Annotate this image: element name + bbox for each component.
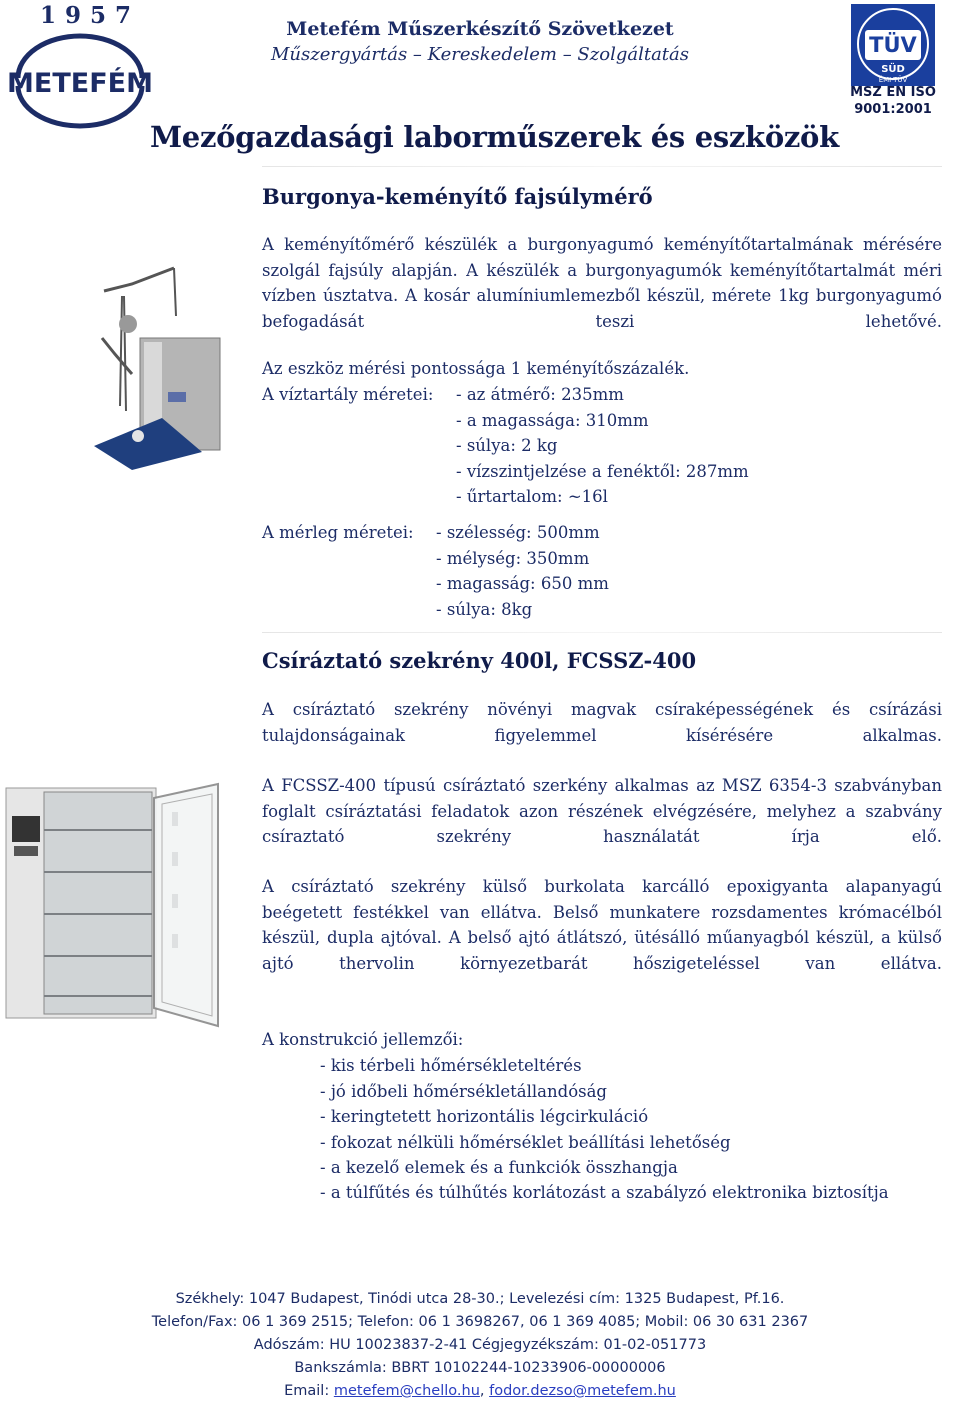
logo-year: 1957 [40, 2, 141, 29]
scale-spec: - mélység: 350mm [436, 548, 590, 568]
cert-line-2: 9001:2001 [854, 102, 932, 117]
scale-spec: - magasság: 650 mm [436, 574, 609, 593]
tank-spec: - a magassága: 310mm [456, 410, 649, 430]
footer-email-line [0, 1383, 960, 1399]
features-list [320, 1053, 731, 1181]
accuracy-text: Az eszköz mérési pontossága 1 keményítőszázalék. [262, 359, 690, 378]
feature-item: - a kezelő elemek és a funkciók összhangja [320, 1158, 678, 1177]
feature-item-last: - a túlfűtés és túlhűtés korlátozást a szabályzó elektronika biztosítja [320, 1183, 889, 1202]
section1-intro: A keményítőmérő készülék a burgonyagumó keményítőtartalmának mérésére szolgál fajsúly alapján. A készülék a burgonyagumók keményítőtartalmát méri vízben úsztatva. A kosár alumíniumlemezből készül, mérete 1kg burgonyagumó befogadását teszi lehetővé. [262, 235, 942, 331]
feature-item: - jó időbeli hőmérsékletállandóság [320, 1081, 607, 1101]
feature-item: - fokozat nélküli hőmérséklet beállítási lehetőség [320, 1132, 731, 1152]
feature-item: - kis térbeli hőmérsékleteltérés [320, 1056, 582, 1075]
footer-phone: Telefon/Fax: 06 1 369 2515; Telefon: 06 1 3698267, 06 1 369 4085; Mobil: 06 30 631 2367 [151, 1314, 809, 1330]
tank-spec: - űrtartalom: ~16l [456, 487, 608, 506]
divider [262, 632, 942, 633]
scale-specs-list [436, 520, 609, 622]
divider [262, 166, 942, 167]
scale-spec: - súlya: 8kg [436, 599, 533, 619]
footer-address: Székhely: 1047 Budapest, Tinódi utca 28-30.; Levelezési cím: 1325 Budapest, Pf.16. [175, 1291, 785, 1307]
badge-sub-text: ÉMI-TÜV [878, 76, 908, 84]
section2-para-1: A csíráztató szekrény növényi magvak csíraképességének és csírázási tulajdonságainak figyelemmel kísérésére alkalmas. [262, 700, 942, 745]
email-label: Email: [284, 1383, 330, 1399]
certification-text [838, 84, 948, 118]
scale-spec: - szélesség: 500mm [436, 523, 600, 542]
scale-dimensions-label: A mérleg méretei: [262, 523, 414, 542]
tank-dimensions-label: A víztartály méretei: [262, 385, 434, 404]
tank-spec: - vízszintjelzése a fenéktől: 287mm [456, 461, 749, 481]
email-separator: , [479, 1383, 485, 1399]
tank-spec: - súlya: 2 kg [456, 436, 558, 455]
section2-para-2: A FCSSZ-400 típusú csíráztató szerkény alkalmas az MSZ 6354-3 szabványban foglalt csíráztatási feladatok azon részének elvégzésére, melyhez a szabvány csíraztató szekrény használatát írja elő. [262, 776, 942, 846]
cert-line-1: MSZ EN ISO [850, 85, 936, 100]
tuv-certification-badge [851, 4, 935, 86]
badge-top-text: TÜV [869, 33, 917, 57]
page-title: Mezőgazdasági laborműszerek és eszközök [150, 120, 839, 154]
feature-item: - keringtetett horizontális légcirkuláció [320, 1107, 649, 1126]
footer-tax: Adószám: HU 10023837-2-41 Cégjegyzékszám: 01-02-051773 [253, 1337, 707, 1353]
badge-bottom-text: SÜD [881, 64, 905, 75]
section-title-potato-starch-meter: Burgonya-keményítő fajsúlymérő [262, 184, 653, 209]
metefem-logo [6, 30, 154, 130]
email-link-1[interactable]: metefem@chello.hu [333, 1383, 480, 1399]
germination-cabinet-image [4, 782, 224, 1032]
logo-text: METEFÉM [7, 68, 153, 99]
footer-bank: Bankszámla: BBRT 10102244-10233906-00000006 [294, 1360, 666, 1376]
features-label: A konstrukció jellemzői: [262, 1030, 464, 1049]
section2-para-3: A csíráztató szekrény külső burkolata karcálló epoxigyanta alapanyagú beégetett festékkel van ellátva. Belső munkatere rozsdamentes krómacélból készül, dupla ajtóval. A belső ajtó átlátszó, ütésálló műanyagból készül, a külső ajtó thervolin környezetbarát hőszigeteléssel van ellátva. [262, 877, 942, 973]
starch-meter-image [92, 246, 232, 474]
company-name: Metefém Műszerkészítő Szövetkezet [286, 18, 674, 40]
company-tagline: Műszergyártás – Kereskedelem – Szolgáltatás [270, 44, 690, 65]
tank-spec: - az átmérő: 235mm [456, 385, 624, 404]
tank-specs-list [456, 382, 749, 510]
section-title-germination-cabinet: Csíráztató szekrény 400l, FCSSZ-400 [262, 648, 697, 673]
email-link-2[interactable]: fodor.dezso@metefem.hu [489, 1383, 676, 1399]
